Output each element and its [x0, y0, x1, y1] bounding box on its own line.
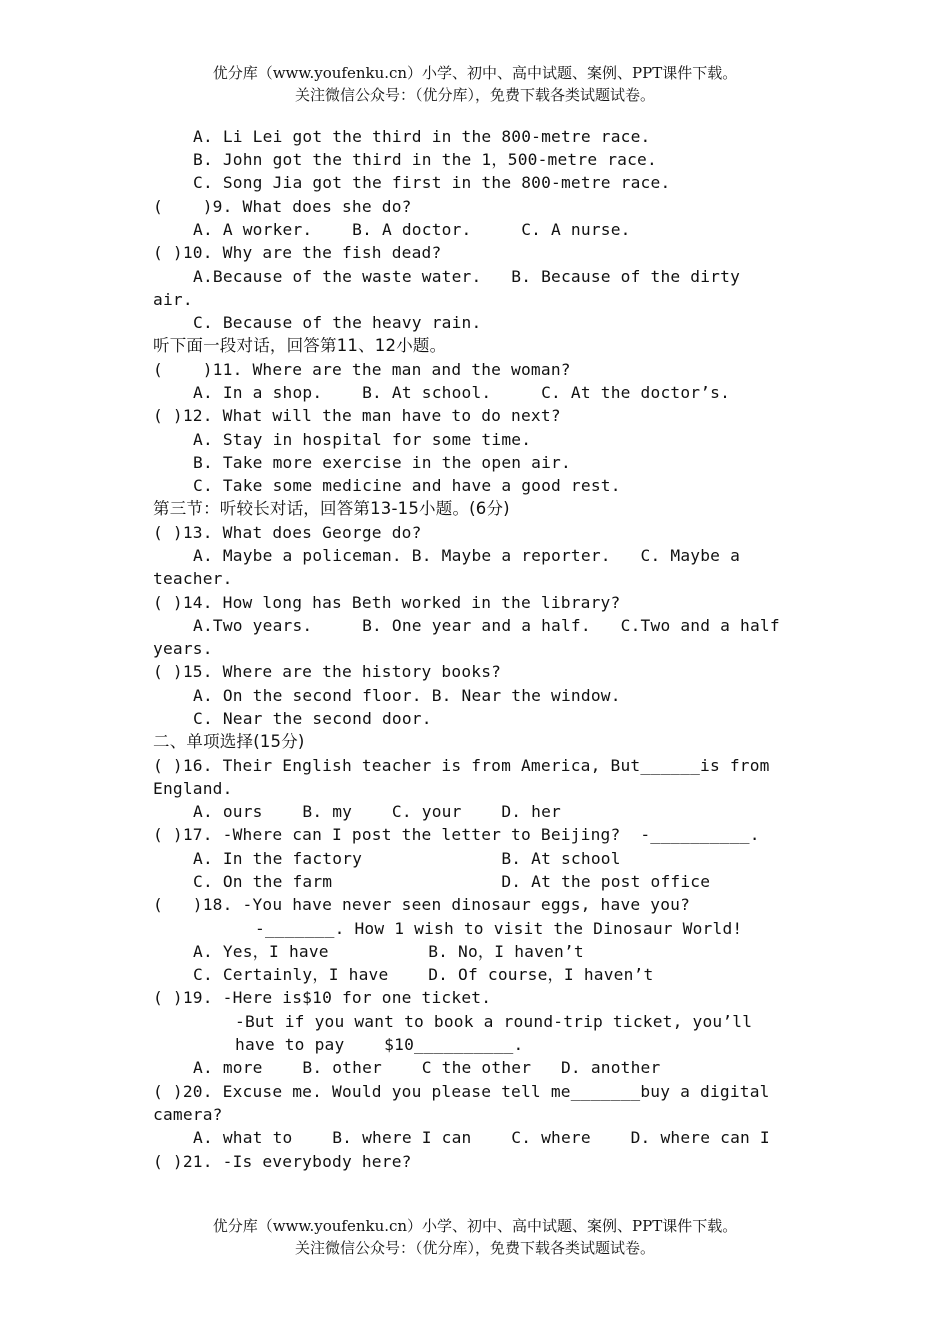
option-line-wrap: air. — [153, 290, 193, 309]
option-line: C. Song Jia got the first in the 800-metre race. — [193, 173, 671, 192]
option-line: A. A worker. B. A doctor. C. A nurse. — [193, 220, 631, 239]
question-21: ( )21. -Is everybody here? — [153, 1152, 412, 1171]
option-line: A.Because of the waste water. B. Because of the dirty — [193, 267, 741, 286]
footer-line-1: 优分库（www.youfenku.cn）小学、初中、高中试题、案例、PPT课件下载。 — [212, 1217, 738, 1235]
option-line: A. more B. other C the other D. another — [193, 1058, 661, 1077]
option-line-wrap: years. — [153, 639, 213, 658]
question-20: ( )20. Excuse me. Would you please tell me_______buy a digital — [153, 1082, 770, 1101]
question-10: ( )10. Why are the fish dead? — [153, 243, 442, 262]
section-heading: 听下面一段对话，回答第11、12小题。 — [153, 336, 447, 355]
option-line: C. Because of the heavy rain. — [193, 313, 482, 332]
question-line-wrap: camera? — [153, 1105, 223, 1124]
footer-line-2: 关注微信公众号：（优分库），免费下载各类试题试卷。 — [294, 1239, 655, 1257]
question-18: ( )18. -You have never seen dinosaur eggs, have you? — [153, 895, 691, 914]
dialogue-line: -_______. How 1 wish to visit the Dinosaur World! — [255, 919, 743, 938]
header-line-1: 优分库（www.youfenku.cn）小学、初中、高中试题、案例、PPT课件下载。 — [212, 64, 738, 82]
option-line: A. On the second floor. B. Near the window. — [193, 686, 621, 705]
question-11: ( )11. Where are the man and the woman? — [153, 360, 571, 379]
dialogue-line: -But if you want to book a round-trip ticket, you’ll — [235, 1012, 753, 1031]
question-9: ( )9. What does she do? — [153, 197, 412, 216]
option-line: A. what to B. where I can C. where D. where can I — [193, 1128, 770, 1147]
page-footer — [0, 1215, 950, 1259]
option-line: B. John got the third in the 1，500-metre race. — [193, 150, 657, 169]
option-line: A. In the factory B. At school — [193, 849, 621, 868]
question-19: ( )19. -Here is$10 for one ticket. — [153, 988, 492, 1007]
option-line: A. Li Lei got the third in the 800-metre race. — [193, 127, 651, 146]
option-line: A. Yes，I have B. No，I haven’t — [193, 942, 584, 961]
option-line-wrap: teacher. — [153, 569, 233, 588]
option-line: A.Two years. B. One year and a half. C.Two and a half — [193, 616, 780, 635]
dialogue-line: have to pay $10__________. — [235, 1035, 524, 1054]
section-heading: 第三节：听较长对话，回答第13-15小题。(6分) — [153, 499, 510, 518]
question-17: ( )17. -Where can I post the letter to Beijing? -__________. — [153, 825, 760, 844]
option-line: A. Maybe a policeman. B. Maybe a reporter. C. Maybe a — [193, 546, 741, 565]
question-15: ( )15. Where are the history books? — [153, 662, 502, 681]
header-line-2: 关注微信公众号：（优分库），免费下载各类试题试卷。 — [294, 86, 655, 104]
section-heading: 二、单项选择(15分) — [153, 732, 305, 751]
option-line: A. Stay in hospital for some time. — [193, 430, 532, 449]
question-14: ( )14. How long has Beth worked in the library? — [153, 593, 621, 612]
question-line-wrap: England. — [153, 779, 233, 798]
option-line: C. Take some medicine and have a good rest. — [193, 476, 621, 495]
question-12: ( )12. What will the man have to do next? — [153, 406, 561, 425]
option-line: C. On the farm D. At the post office — [193, 872, 711, 891]
option-line: C. Near the second door. — [193, 709, 432, 728]
option-line: C. Certainly，I have D. Of course，I haven’t — [193, 965, 654, 984]
question-16: ( )16. Their English teacher is from America, But______is from — [153, 756, 770, 775]
option-line: A. In a shop. B. At school. C. At the doctor’s. — [193, 383, 731, 402]
option-line: B. Take more exercise in the open air. — [193, 453, 571, 472]
page-header — [0, 62, 950, 106]
question-13: ( )13. What does George do? — [153, 523, 422, 542]
option-line: A. ours B. my C. your D. her — [193, 802, 561, 821]
